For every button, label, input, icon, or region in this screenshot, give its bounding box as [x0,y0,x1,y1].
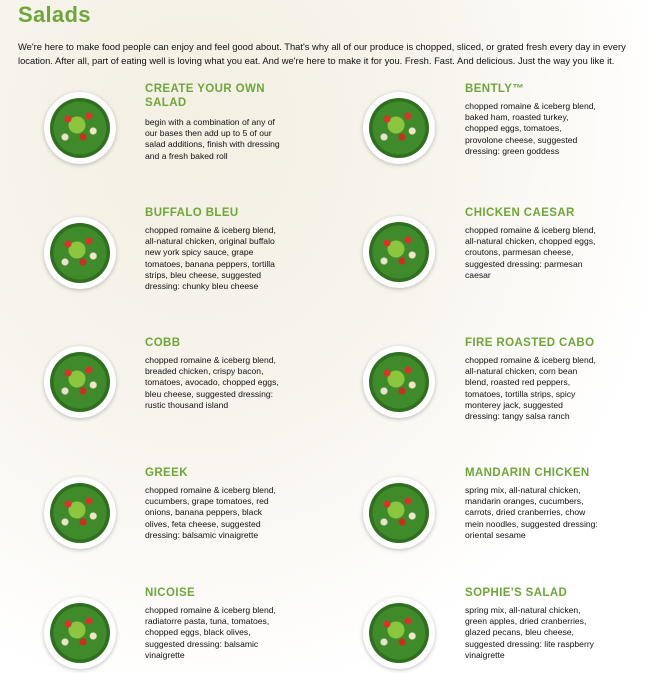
salad-image-chicken-caesar [363,216,435,288]
salad-name-create-your-own: CREATE YOUR OWN SALAD [145,83,265,109]
salad-name-mandarin-chicken: MANDARIN CHICKEN [465,467,590,479]
salad-name-greek: GREEK [145,467,188,479]
salad-image-buffalo-bleu [44,217,116,289]
salad-image-mandarin-chicken [363,477,435,549]
salad-name-fire-roasted-cabo: FIRE ROASTED CABO [465,337,595,349]
salad-desc-nicoise: chopped romaine & iceberg blend, radiatorre pasta, tuna, tomatoes, chopped eggs, black olives, suggested dressing: balsamic vinaigrette [145,605,276,660]
salad-desc-bently: chopped romaine & iceberg blend, baked ham, roasted turkey, chopped eggs, tomatoes, provolone cheese, suggested dressing: green goddess [465,101,596,156]
intro-text: We're here to make food people can enjoy and feel good about. That's why all of our produce is chopped, sliced, or grated fresh every day in every location. After all, part of eating well is loving what you eat. And we're here to make it for you. Fresh. Fast. And delicious. Just the way you like it. [18,41,626,66]
salad-image-bently [363,92,435,164]
salad-desc-greek: chopped romaine & iceberg blend, cucumbers, grape tomatoes, red onions, banana peppers, black olives, feta cheese, suggested dressing: balsamic vinaigrette [145,485,276,540]
salad-desc-sophies-salad: spring mix, all-natural chicken, green apples, dried cranberries, glazed pecans, bleu cheese, suggested dressing: lite raspberry vinaigrette [465,605,594,660]
salad-desc-cobb: chopped romaine & iceberg blend, breaded chicken, crispy bacon, tomatoes, avocado, chopped eggs, bleu cheese, suggested dressing: rustic thousand island [145,355,279,410]
salad-name-chicken-caesar: CHICKEN CAESAR [465,207,575,219]
salad-image-create-your-own [44,92,116,164]
salad-desc-buffalo-bleu: chopped romaine & iceberg blend, all-natural chicken, original buffalo new york spicy sauce, grape tomatoes, banana peppers, tortilla strips, bleu cheese, suggested dressing: chunky bleu cheese [145,225,276,292]
salad-desc-fire-roasted-cabo: chopped romaine & iceberg blend, all-natural chicken, corn bean blend, roasted red peppers, tomatoes, tortilla strips, spicy monterey jack, suggested dressing: tangy salsa ranch [465,355,596,422]
salad-image-greek [44,477,116,549]
page-title: Salads [18,2,91,27]
salad-image-cobb [44,346,116,418]
salad-image-sophies-salad [363,597,435,669]
salad-name-nicoise: NICOISE [145,587,196,599]
salad-name-sophies-salad: SOPHIE'S SALAD [465,587,568,599]
salad-name-buffalo-bleu: BUFFALO BLEU [145,207,239,219]
salad-desc-mandarin-chicken: spring mix, all-natural chicken, mandarin oranges, cucumbers, carrots, dried cranberries, chow mein noodles, suggested dressing: oriental sesame [465,485,598,540]
salad-desc-create-your-own: begin with a combination of any of our bases then add up to 5 of our salad additions, finish with dressing and a fresh baked roll [145,117,280,161]
salad-name-bently: BENTLY™ [465,83,525,95]
salad-image-nicoise [44,597,116,669]
salad-image-fire-roasted-cabo [363,346,435,418]
salad-name-cobb: COBB [145,337,181,349]
salad-desc-chicken-caesar: chopped romaine & iceberg blend, all-natural chicken, chopped eggs, croutons, parmesan cheese, suggested dressing: parmesan caesar [465,225,596,280]
